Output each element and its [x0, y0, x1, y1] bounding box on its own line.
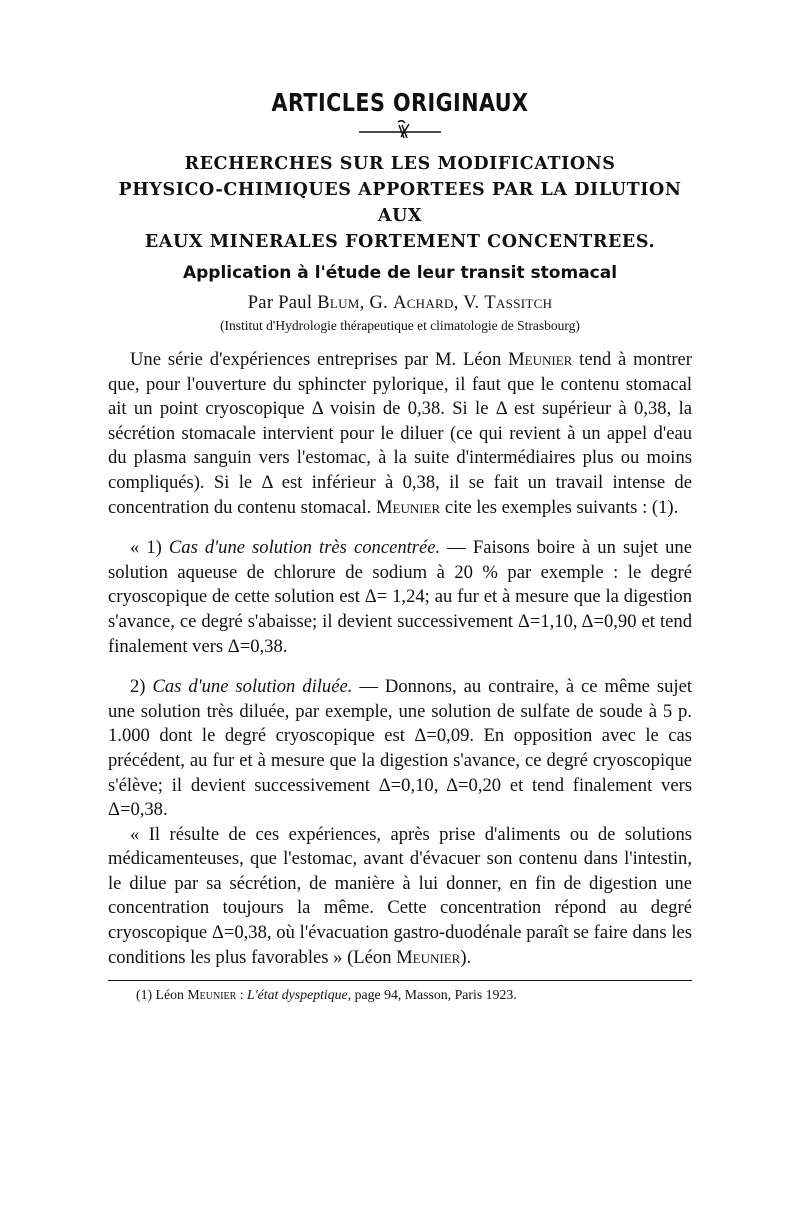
author-achard: Achard [393, 293, 454, 313]
authors-line [108, 293, 692, 314]
para3-text-a: 2) [130, 676, 153, 698]
paragraph-conclusion [108, 823, 692, 971]
footnote-text-c: , page 94, Masson, Paris 1923. [347, 987, 517, 1003]
para2-heading-italic: Cas d'une solution très concentrée. [168, 537, 441, 559]
para1-name-meunier: Meunier [508, 349, 573, 370]
para4-text-a: « Il résulte de ces expériences, après prise d'aliments ou de solutions médicamenteuses, que l'estomac, avant d'évacuer son contenu dans l'intestin, le dilue par sa sécrétion, de manière à lui donner, en fin de digestion une concentration toujours la même. Cette concentration répond au degré cryoscopique Δ=0,38, où l'évacuation gastro-duodénale paraît se faire dans les conditions les plus favorables » (Léon [108, 823, 692, 968]
authors-prefix: Par Paul [247, 293, 318, 313]
institute-affiliation: (Institut d'Hydrologie thérapeutique et climatologie de Strasbourg) [220, 318, 580, 333]
footnote [136, 987, 692, 1003]
article-subtitle: Application à l'étude de leur transit stomacal [182, 263, 618, 283]
footnote-text-b: : [236, 987, 248, 1003]
para3-text-b: — Donnons, au contraire, à ce même sujet une solution très diluée, par exemple, une solution de sulfate de soude à 5 p. 1.000 dont le degré cryoscopique est Δ=0,09. En opposition avec le cas précédent, au fur et à mesure que la digestion s'avance, ce degré cryoscopique s'élève; il devient successivement Δ=0,10, Δ=0,20 et tend finalement vers Δ=0,38. [108, 676, 692, 821]
para1-text-a: Une série d'expériences entreprises par M. Léon [130, 349, 509, 370]
para1-name-meunier-2: Meunier [375, 496, 441, 518]
para3-heading-italic: Cas d'une solution diluée. [152, 676, 353, 698]
footnote-name-meunier: Meunier [187, 987, 237, 1003]
para4-text-b: ). [460, 946, 472, 968]
title-line-2: PHYSICO-CHIMIQUES APPORTEES PAR LA DILUTION [118, 180, 682, 200]
para2-text-a: « 1) [130, 537, 169, 559]
para2-text-b: — Faisons boire à un sujet une solution aqueuse de chlorure de sodium à 20 % par exemple : le degré cryoscopique de cette solution est Δ= 1,24; au fur et à mesure que la digestion s'avance, ce degré s'abaisse; il devient successivement Δ=1,10, Δ=0,90 et tend finalement vers Δ=0,38. [108, 537, 692, 657]
para4-name-meunier: Meunier [396, 946, 461, 968]
para1-text-b: tend à montrer que, pour l'ouverture du sphincter pylorique, il faut que le contenu stomacal ait un point cryoscopique Δ voisin de 0,38. Si le Δ est supérieur à 0,38, la sécrétion stomacale intervient pour le diluer (ce qui revient à un appel d'eau du plasma sanguin vers l'estomac, à la suite d'intermédiaires plus ou moins compliqués). Si le Δ est inférieur à 0,38, il se fait un travail intense de concentration du contenu stomacal. [108, 349, 692, 518]
footnote-book-title: L'état dyspeptique [247, 987, 348, 1003]
footnote-text-a: (1) Léon [136, 987, 188, 1003]
author-tassitch: Tassitch [484, 293, 553, 313]
paragraph-diluted-case [108, 675, 692, 823]
para1-text-c: cite les exemples suivants : (1). [440, 496, 679, 518]
authors-separator-2: , V. [453, 293, 485, 313]
authors-separator-1: , G. [359, 293, 394, 313]
title-line-3: AUX [377, 206, 423, 226]
section-title: ARTICLES ORIGINAUX [271, 88, 529, 117]
author-blum: Blum [317, 293, 360, 313]
title-line-4: EAUX MINERALES FORTEMENT CONCENTREES. [144, 232, 656, 252]
title-line-1: RECHERCHES SUR LES MODIFICATIONS [184, 154, 616, 174]
footnote-divider [108, 980, 692, 981]
article-title [108, 151, 692, 255]
ornament-rule [355, 119, 445, 141]
paragraph-concentrated-case [108, 536, 692, 659]
paragraph-introduction [108, 348, 692, 520]
